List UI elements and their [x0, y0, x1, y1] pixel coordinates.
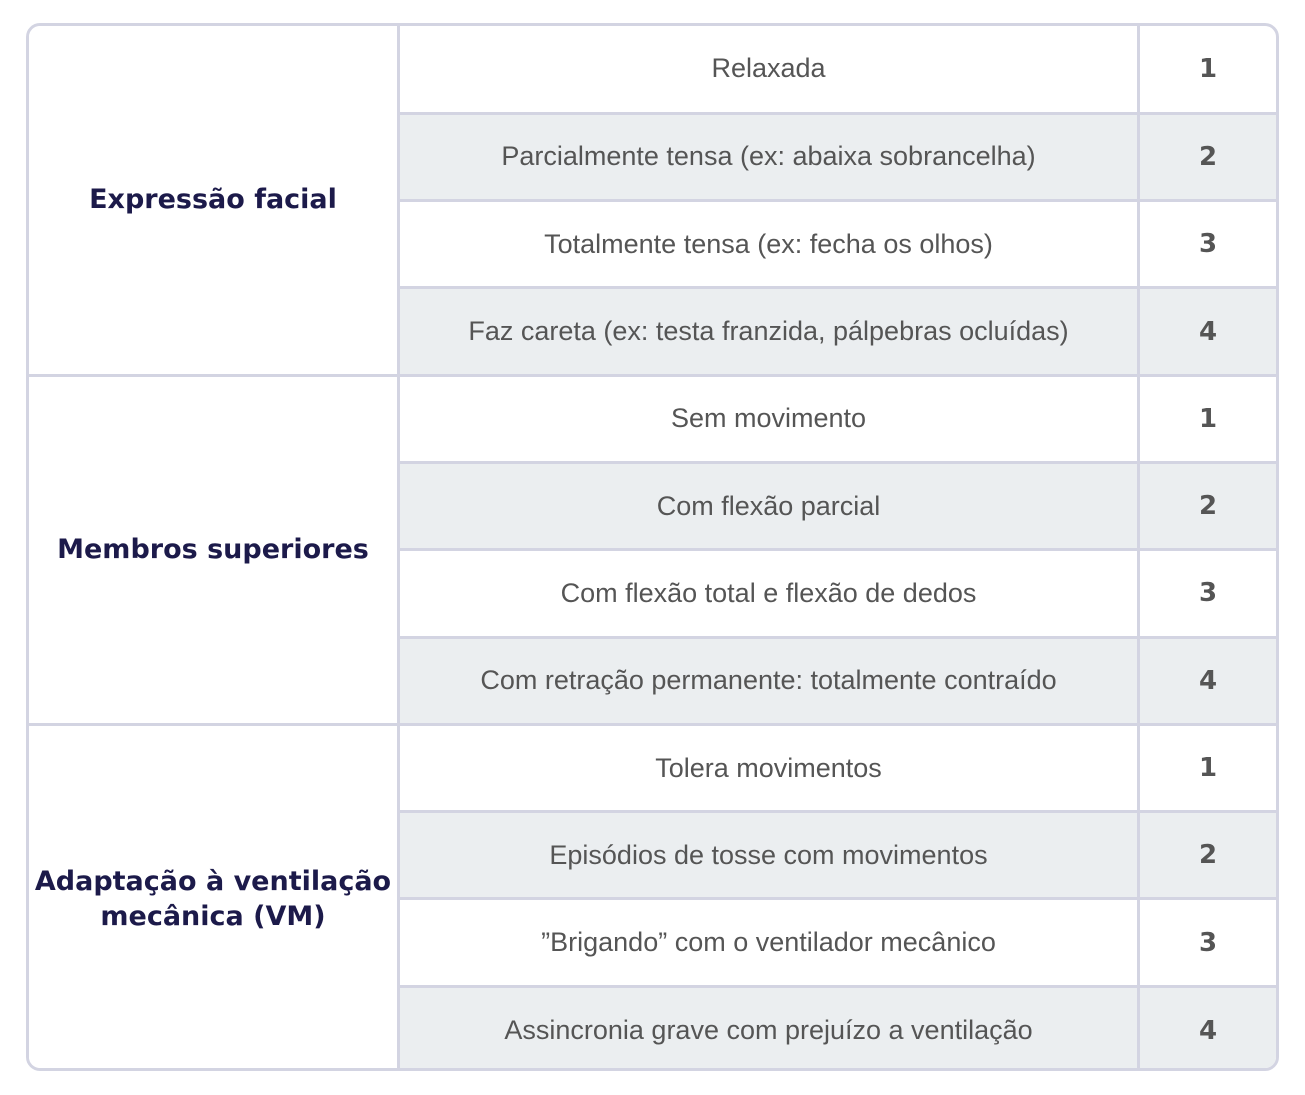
score-cell: 1 — [1139, 375, 1277, 462]
description-cell: Sem movimento — [399, 375, 1139, 462]
pain-scale-grid — [29, 26, 1276, 1071]
score-cell: 1 — [1139, 26, 1277, 113]
description-cell: Relaxada — [399, 26, 1139, 113]
description-cell: Com flexão parcial — [399, 462, 1139, 549]
description-cell: Com flexão total e flexão de dedos — [399, 550, 1139, 637]
category-cell — [29, 26, 399, 375]
category-cell — [29, 375, 399, 724]
category-label: Adaptação à ventilação mecânica (VM) — [34, 865, 392, 932]
table-row — [29, 724, 1276, 811]
description-cell: Faz careta (ex: testa franzida, pálpebras ocluídas) — [399, 288, 1139, 375]
score-cell: 2 — [1139, 113, 1277, 200]
score-cell: 2 — [1139, 462, 1277, 549]
description-cell: Com retração permanente: totalmente contraído — [399, 637, 1139, 724]
score-cell: 1 — [1139, 724, 1277, 811]
description-cell: Tolera movimentos — [399, 724, 1139, 811]
score-cell: 3 — [1139, 550, 1277, 637]
description-cell: Totalmente tensa (ex: fecha os olhos) — [399, 201, 1139, 288]
description-cell: Episódios de tosse com movimentos — [399, 812, 1139, 899]
description-cell: Assincronia grave com prejuízo a ventilação — [399, 986, 1139, 1071]
score-cell: 4 — [1139, 637, 1277, 724]
score-cell: 3 — [1139, 201, 1277, 288]
category-label: Membros superiores — [57, 534, 369, 566]
score-cell: 3 — [1139, 899, 1277, 986]
description-cell: Parcialmente tensa (ex: abaixa sobrancelha) — [399, 113, 1139, 200]
score-cell: 4 — [1139, 986, 1277, 1071]
table-row — [29, 375, 1276, 462]
pain-scale-table — [26, 23, 1279, 1071]
description-cell: ”Brigando” com o ventilador mecânico — [399, 899, 1139, 986]
category-label: Expressão facial — [89, 184, 337, 216]
score-cell: 4 — [1139, 288, 1277, 375]
score-cell: 2 — [1139, 812, 1277, 899]
category-cell — [29, 724, 399, 1071]
table-row — [29, 26, 1276, 113]
